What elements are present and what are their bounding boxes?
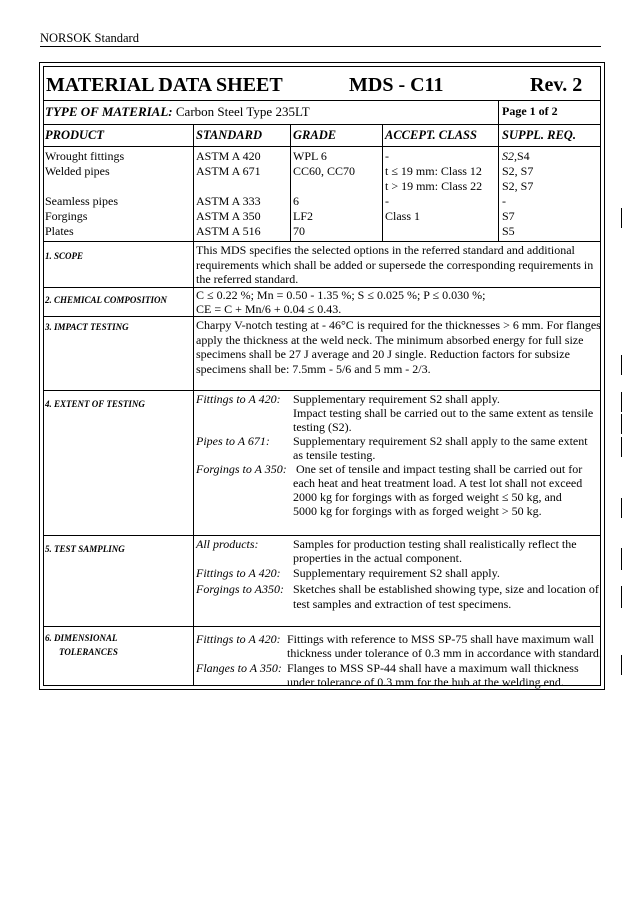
col-suppl-req: SUPPL. REQ. (502, 128, 576, 142)
scope-line-3: the referred standard. (196, 272, 299, 286)
rule-col-grade (290, 124, 291, 241)
revision: Rev. 2 (530, 74, 583, 96)
extent-fittings-line-3: testing (S2). (293, 420, 352, 434)
chem-line-2: CE = C + Mn/6 + 0.04 ≤ 0.43. (196, 302, 342, 316)
row-2-accept: t > 19 mm: Class 22 (385, 179, 483, 193)
impact-line-2: apply the thickness at the weld neck. The minimum absorbed energy for full size (196, 333, 584, 347)
rule-impact (43, 390, 601, 391)
extent-key-forgings: Forgings to A 350: (196, 462, 287, 476)
header-rule (40, 46, 601, 47)
type-of-material (45, 104, 310, 119)
rule-type-page (498, 100, 499, 124)
sampling-forgings-line-2: test samples and extraction of test specimens. (293, 597, 512, 611)
change-bar (621, 586, 622, 608)
scope-line-1: This MDS specifies the selected options in the referred standard and additional (196, 243, 575, 257)
row-1-product: Welded pipes (45, 164, 110, 178)
type-value: Carbon Steel Type 235LT (175, 104, 310, 119)
row-0-product: Wrought fittings (45, 149, 125, 163)
sampling-key-fittings: Fittings to A 420: (196, 566, 281, 580)
row-0-suppl (502, 149, 530, 164)
change-bar (621, 392, 622, 412)
change-bar (621, 414, 622, 434)
dim-label-1: 6. DIMENSIONAL (45, 633, 118, 643)
rule-extent (43, 535, 601, 536)
sampling-forgings-line-1: Sketches shall be established showing type, size and location of (293, 582, 599, 596)
change-bar (621, 355, 622, 375)
sampling-key-forgings: Forgings to A350: (196, 582, 285, 596)
row-4-accept: Class 1 (385, 209, 421, 223)
sampling-key-all: All products: (196, 537, 259, 551)
dim-fittings-line-1: Fittings with reference to MSS SP-75 shall have maximum wall (287, 632, 594, 646)
change-bar (621, 437, 622, 457)
row-3-standard: ASTM A 333 (196, 194, 261, 208)
col-standard: STANDARD (196, 128, 262, 142)
row-1-standard: ASTM A 671 (196, 164, 261, 178)
row-0-grade: WPL 6 (293, 149, 327, 163)
dim-key-flanges: Flanges to A 350: (196, 661, 282, 675)
dim-flanges-line-2: under tolerance of 0.3 mm for the hub at the welding end. (287, 675, 564, 689)
dim-flanges-line-1: Flanges to MSS SP-44 shall have a maximum wall thickness (287, 661, 579, 675)
extent-pipes-line-2: as tensile testing. (293, 448, 376, 462)
extent-forgings-line-3: 2000 kg for forgings with as forged weight ≤ 50 kg, and (293, 490, 562, 504)
change-bar (621, 208, 622, 228)
extent-fittings-line-1: Supplementary requirement S2 shall apply. (293, 392, 500, 406)
extent-label: 4. EXTENT OF TESTING (45, 399, 145, 409)
row-4-suppl: S7 (502, 209, 515, 223)
row-5-product: Plates (45, 224, 74, 238)
rule-title (43, 100, 601, 101)
extent-forgings-line-4: 5000 kg for forgings with as forged weight > 50 kg. (293, 504, 542, 518)
change-bar (621, 498, 622, 518)
standard-name: NORSOK Standard (40, 31, 139, 45)
sampling-fittings-line-1: Supplementary requirement S2 shall apply. (293, 566, 500, 580)
dim-fittings-line-2: thickness under tolerance of 0.3 mm in accordance with standard. (287, 646, 602, 660)
rule-col-accept (382, 124, 383, 241)
sampling-label: 5. TEST SAMPLING (45, 544, 125, 554)
sampling-all-line-2: properties in the actual component. (293, 551, 462, 565)
row-0-accept: - (385, 149, 389, 163)
extent-forgings-line-1: One set of tensile and impact testing shall be carried out for (296, 462, 583, 476)
impact-label: 3. IMPACT TESTING (45, 322, 129, 332)
mds-code: MDS - C11 (349, 74, 444, 96)
page-number: Page 1 of 2 (502, 104, 558, 118)
impact-line-4: specimens shall be: 7.5mm - 5/6 and 5 mm - 2/3. (196, 362, 431, 376)
sampling-all-line-1: Samples for production testing shall realistically reflect the (293, 537, 577, 551)
row-4-product: Forgings (45, 209, 88, 223)
col-accept-class: ACCEPT. CLASS (385, 128, 477, 142)
row-4-standard: ASTM A 350 (196, 209, 261, 223)
row-2-suppl: S2, S7 (502, 179, 534, 193)
row-4-grade: LF2 (293, 209, 314, 223)
extent-pipes-line-1: Supplementary requirement S2 shall apply to the same extent (293, 434, 588, 448)
row-0-standard: ASTM A 420 (196, 149, 261, 163)
scope-line-2: requirements which shall be added or supersede the corresponding requirements in (196, 258, 594, 272)
impact-line-1: Charpy V-notch testing at - 46°C is required for the thicknesses > 6 mm. For flanges (196, 318, 601, 332)
extent-key-pipes: Pipes to A 671: (196, 434, 270, 448)
extent-forgings-line-2: each heat and heat treatment load. A test lot shall not exceed (293, 476, 583, 490)
change-bar (621, 548, 622, 570)
rule-products (43, 241, 601, 242)
dim-label-2: TOLERANCES (59, 647, 118, 657)
impact-line-3: specimens shall be 27 J average and 20 J single. Reduction factors for subsize (196, 347, 570, 361)
row-3-suppl: - (502, 194, 506, 208)
scope-label: 1. SCOPE (45, 251, 84, 261)
rule-col-standard (193, 124, 194, 241)
row-5-suppl: S5 (502, 224, 515, 238)
dim-key-fittings: Fittings to A 420: (196, 632, 281, 646)
type-label: TYPE OF MATERIAL: (45, 104, 173, 119)
extent-key-fittings: Fittings to A 420: (196, 392, 281, 406)
rule-columns (43, 146, 601, 147)
change-bar (621, 655, 622, 675)
rule-type (43, 124, 601, 125)
col-product: PRODUCT (45, 128, 105, 142)
row-5-grade: 70 (293, 224, 305, 238)
row-3-accept: - (385, 194, 389, 208)
rule-section-labels (193, 241, 194, 686)
row-5-standard: ASTM A 516 (196, 224, 261, 238)
col-grade: GRADE (293, 128, 337, 142)
row-3-product: Seamless pipes (45, 194, 118, 208)
chem-label: 2. CHEMICAL COMPOSITION (45, 295, 167, 305)
rule-col-suppl (498, 124, 499, 241)
rule-sampling (43, 626, 601, 627)
row-0-suppl-a: S2, (502, 149, 517, 163)
chem-line-1: C ≤ 0.22 %; Mn = 0.50 - 1.35 %; S ≤ 0.025 %; P ≤ 0.030 %; (196, 288, 486, 302)
sheet-title: MATERIAL DATA SHEET (46, 74, 283, 96)
row-1-accept: t ≤ 19 mm: Class 12 (385, 164, 482, 178)
row-3-grade: 6 (293, 194, 299, 208)
row-1-grade: CC60, CC70 (293, 164, 356, 178)
extent-fittings-line-2: Impact testing shall be carried out to the same extent as tensile (293, 406, 594, 420)
row-0-suppl-b: S4 (517, 149, 530, 163)
row-1-suppl: S2, S7 (502, 164, 534, 178)
